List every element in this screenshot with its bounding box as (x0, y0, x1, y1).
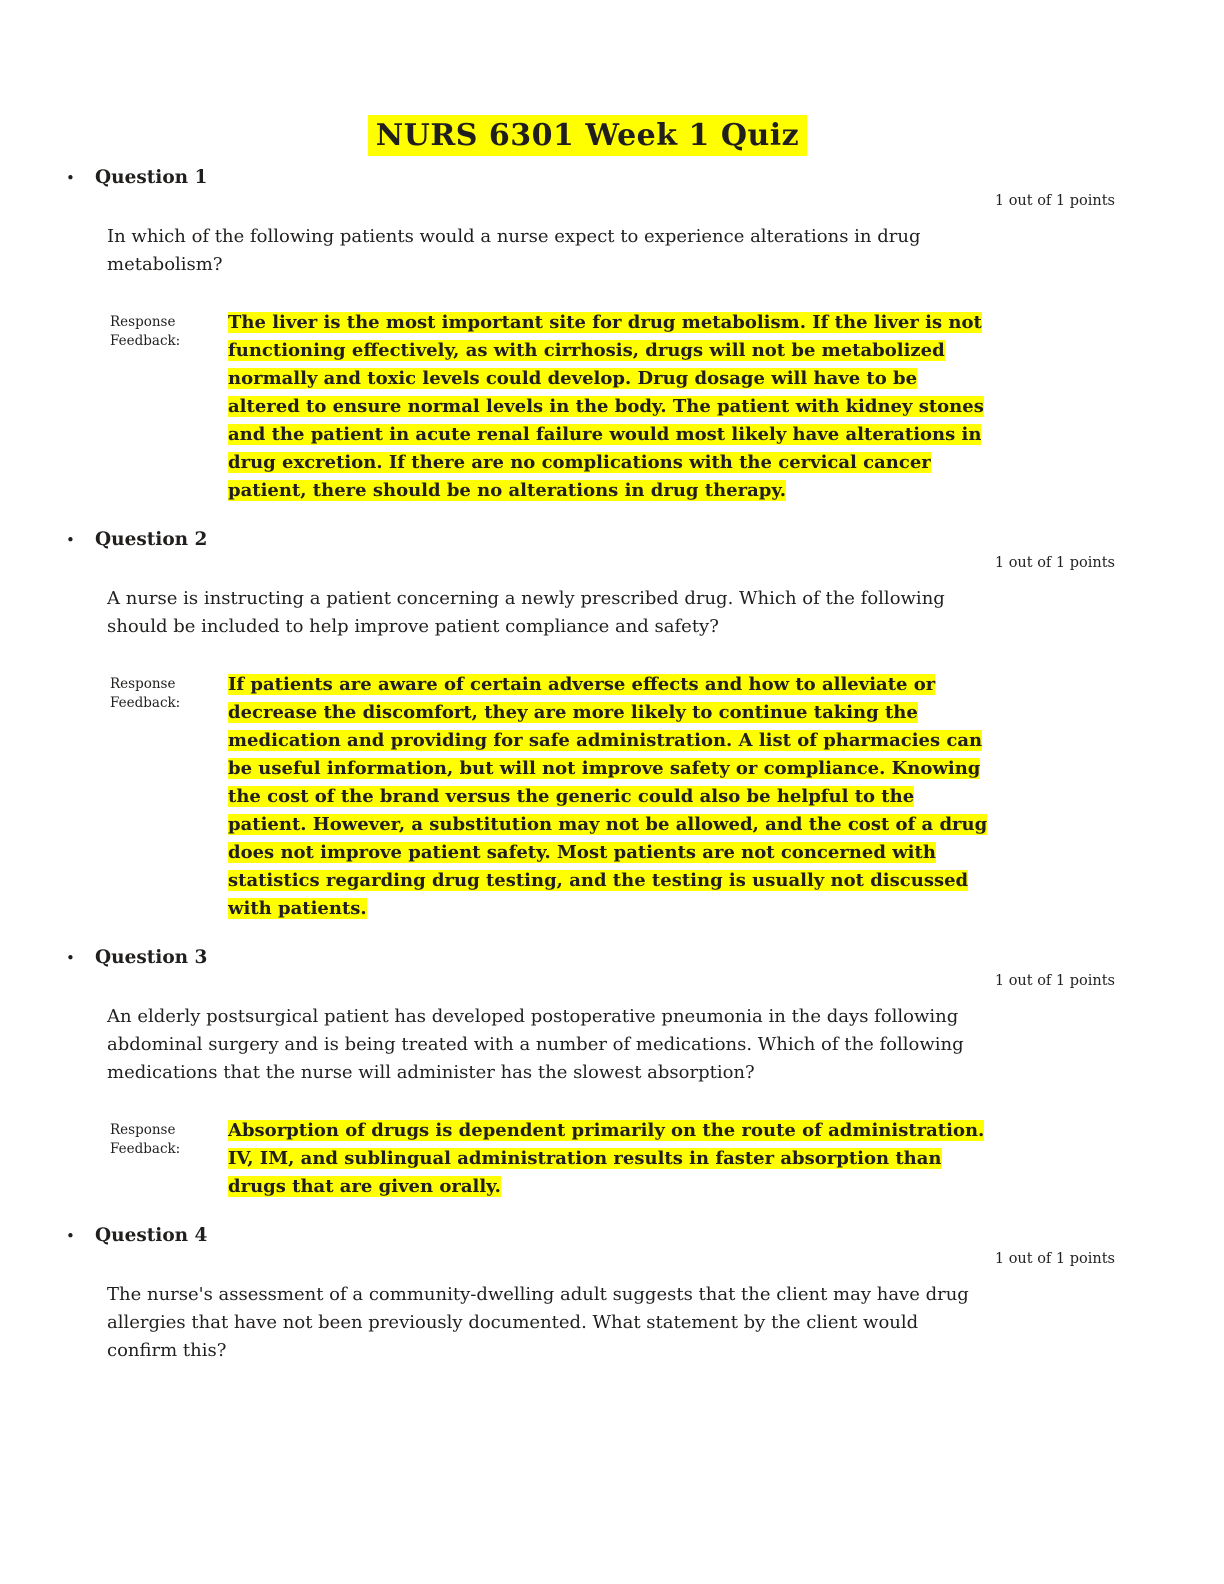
feedback-label (110, 1117, 228, 1201)
question-2-heading (60, 529, 1115, 550)
points-text: 1 out of 1 points (994, 973, 1115, 989)
feedback-label-response: Response (110, 676, 176, 692)
question-1-heading (60, 167, 1115, 188)
points-text: 1 out of 1 points (994, 1251, 1115, 1267)
question-label: Question 3 (95, 947, 208, 968)
feedback-row (110, 1117, 1115, 1201)
feedback-text (228, 1117, 994, 1201)
question-text: An elderly postsurgical patient has developed postoperative pneumonia in the days following abdominal surgery and is being treated with a number of medications. Which of the following medications that the nurse will administer has the slowest absorption? (107, 1006, 964, 1083)
question-label: Question 1 (95, 167, 208, 188)
feedback-label-feedback: Feedback: (110, 695, 181, 711)
feedback-highlight: Absorption of drugs is dependent primarily on the route of administration. IV, IM, and sublingual administration results in faster absorption than drugs that are given orally. (228, 1120, 985, 1197)
feedback-label-feedback: Feedback: (110, 333, 181, 349)
feedback-label (110, 671, 228, 923)
feedback-row (110, 671, 1115, 923)
question-3-heading (60, 947, 1115, 968)
question-text: In which of the following patients would a nurse expect to experience alterations in drug metabolism? (107, 226, 921, 275)
bullet-icon: • (66, 531, 75, 549)
question-text: The nurse's assessment of a community-dwelling adult suggests that the client may have drug allergies that have not been previously documented. What statement by the client would confirm this? (107, 1284, 969, 1361)
bullet-icon: • (66, 169, 75, 187)
feedback-label-response: Response (110, 1122, 176, 1138)
question-text: A nurse is instructing a patient concerning a newly prescribed drug. Which of the following should be included to help improve patient compliance and safety? (107, 588, 945, 637)
page-title (60, 118, 1115, 153)
bullet-icon: • (66, 1227, 75, 1245)
question-2 (60, 529, 1115, 923)
question-4-heading (60, 1225, 1115, 1246)
question-1 (60, 167, 1115, 505)
question-label: Question 4 (95, 1225, 208, 1246)
question-3 (60, 947, 1115, 1201)
feedback-text (228, 671, 994, 923)
feedback-label (110, 309, 228, 505)
feedback-text (228, 309, 994, 505)
feedback-highlight: If patients are aware of certain adverse effects and how to alleviate or decrease the discomfort, they are more likely to continue taking the medication and providing for safe administration. A list of pharmacies can be useful information, but will not improve safety or compliance. Knowing the cost of the brand versus the generic could also be helpful to the patient. However, a substitution may not be allowed, and the cost of a drug does not improve patient safety. Most patients are not concerned with statistics regarding drug testing, and the testing is usually not discussed with patients. (228, 674, 988, 919)
points-text: 1 out of 1 points (994, 555, 1115, 571)
page-title-highlight: NURS 6301 Week 1 Quiz (368, 115, 807, 156)
feedback-row (110, 309, 1115, 505)
feedback-label-response: Response (110, 314, 176, 330)
question-label: Question 2 (95, 529, 208, 550)
bullet-icon: • (66, 949, 75, 967)
feedback-highlight: The liver is the most important site for drug metabolism. If the liver is not functioning effectively, as with cirrhosis, drugs will not be metabolized normally and toxic levels could develop. Drug dosage will have to be altered to ensure normal levels in the body. The patient with kidney stones and the patient in acute renal failure would most likely have alterations in drug excretion. If there are no complications with the cervical cancer patient, there should be no alterations in drug therapy. (228, 312, 984, 501)
feedback-label-feedback: Feedback: (110, 1141, 181, 1157)
question-4 (60, 1225, 1115, 1365)
points-text: 1 out of 1 points (994, 193, 1115, 209)
